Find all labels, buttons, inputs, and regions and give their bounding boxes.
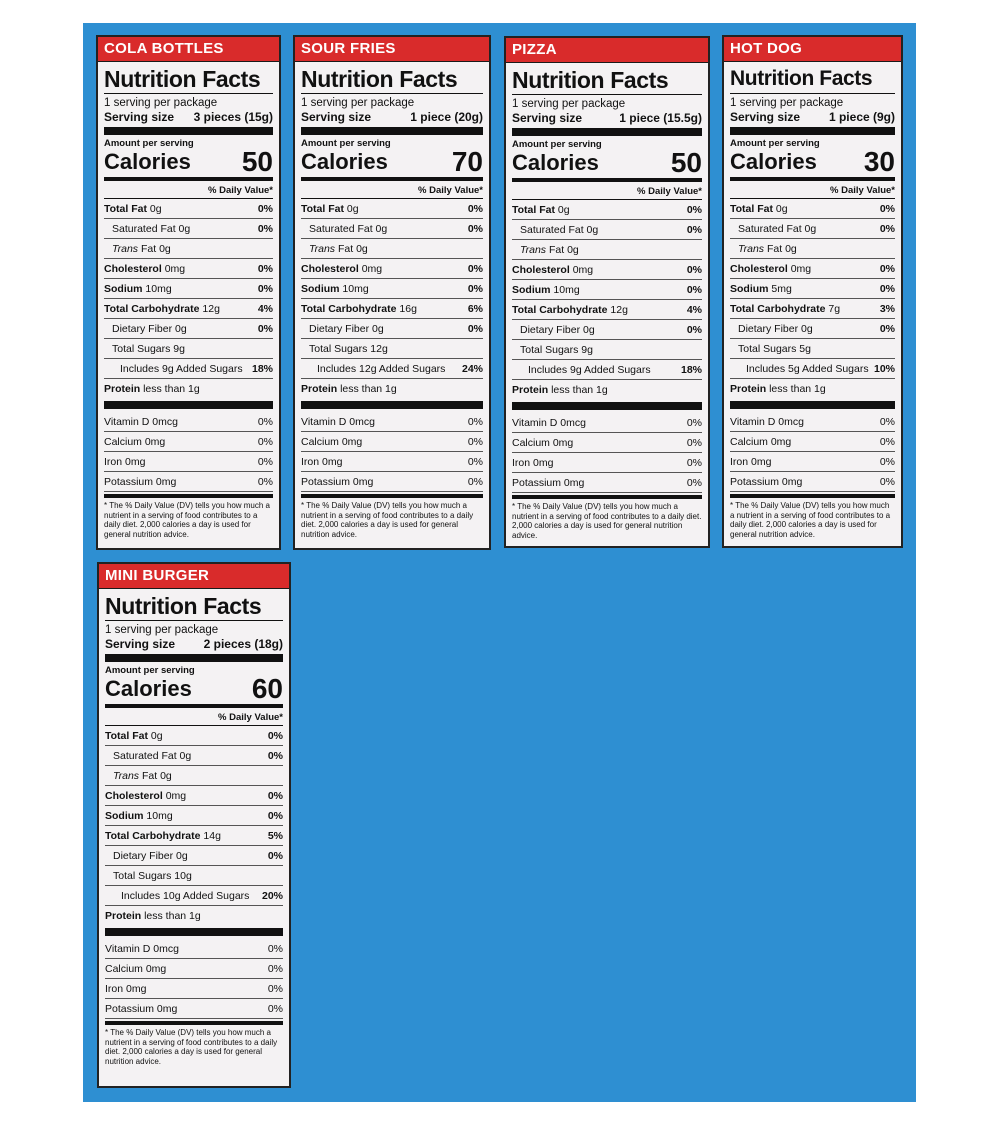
nutrient-row: Dietary Fiber 0g 0% (104, 319, 273, 339)
product-name: COLA BOTTLES (98, 37, 279, 62)
divider (512, 402, 702, 410)
nutrient-row: Total Fat 0g 0% (301, 199, 483, 219)
divider (512, 178, 702, 182)
label-title: Nutrition Facts (105, 592, 283, 621)
product-name: MINI BURGER (99, 564, 289, 589)
calories-value: 50 (670, 147, 702, 178)
nutrient-row: Dietary Fiber 0g 0% (512, 320, 702, 340)
serving-size-label: Serving size (512, 111, 583, 125)
label-title: Nutrition Facts (512, 66, 702, 95)
serving-size-value: 1 piece (15.5g) (619, 111, 702, 125)
divider (105, 654, 283, 662)
divider (105, 1021, 283, 1025)
nutrient-row: Protein less than 1g (512, 384, 608, 396)
calories-value: 70 (451, 146, 483, 177)
footnote: * The % Daily Value (DV) tells you how much a nutrient in a serving of food contributes to a daily diet. 2,000 calories a day is used for general nutrition advice. (512, 502, 702, 540)
serving-size-value: 1 piece (9g) (828, 110, 895, 124)
serving-size-row (104, 110, 273, 125)
nutrition-label-pizza (504, 36, 710, 548)
nutrition-label-cola-bottles (96, 35, 281, 550)
serving-size-row (512, 111, 702, 126)
servings-per-package: 1 serving per package (105, 624, 219, 636)
calories-label: Calories (105, 676, 192, 701)
serving-size-label: Serving size (105, 637, 176, 651)
vitamin-row: Iron 0mg 0% (301, 452, 483, 472)
servings-per-package: 1 serving per package (512, 98, 626, 110)
nutrient-row: Cholesterol 0mg 0% (104, 259, 273, 279)
vitamin-row: Vitamin D 0mcg 0% (512, 413, 702, 433)
divider (512, 495, 702, 499)
label-title: Nutrition Facts (301, 65, 483, 94)
serving-size-row (105, 637, 283, 652)
amount-per-serving: Amount per serving (104, 138, 194, 149)
nutrient-row: Total Fat 0g 0% (104, 199, 273, 219)
nutrient-row: Total Carbohydrate 7g 3% (730, 299, 895, 319)
vitamin-row: Iron 0mg 0% (512, 453, 702, 473)
nutrient-row: Sodium 10mg 0% (105, 806, 283, 826)
calories-label: Calories (104, 149, 191, 174)
calories-row (512, 147, 702, 178)
nutrient-row: Total Carbohydrate 16g 6% (301, 299, 483, 319)
product-name: HOT DOG (724, 37, 901, 62)
nutrient-row: Total Fat 0g 0% (512, 200, 702, 220)
nutrient-row: Total Carbohydrate 12g 4% (512, 300, 702, 320)
nutrition-label-mini-burger (97, 562, 291, 1088)
vitamin-row: Iron 0mg 0% (104, 452, 273, 472)
divider (301, 401, 483, 409)
nutrient-row: Cholesterol 0mg 0% (301, 259, 483, 279)
nutrient-row: Trans Fat 0g (105, 766, 283, 786)
nutrient-row: Total Sugars 9g (104, 339, 273, 359)
servings-per-package: 1 serving per package (301, 97, 415, 109)
footnote: * The % Daily Value (DV) tells you how much a nutrient in a serving of food contributes to a daily diet. 2,000 calories a day is used for general nutrition advice. (105, 1028, 278, 1066)
nutrient-row: Cholesterol 0mg 0% (512, 260, 702, 280)
amount-per-serving: Amount per serving (301, 138, 391, 149)
divider (104, 177, 273, 181)
amount-per-serving: Amount per serving (105, 665, 195, 676)
nutrient-row: Protein less than 1g (730, 383, 826, 395)
footnote: * The % Daily Value (DV) tells you how much a nutrient in a serving of food contributes to a daily diet. 2,000 calories a day is used for general nutrition advice. (301, 501, 474, 539)
nutrient-row: Total Sugars 5g (730, 339, 895, 359)
nutrient-row: Total Fat 0g 0% (730, 199, 895, 219)
nutrient-row: Includes 12g Added Sugars 24% (301, 359, 483, 379)
divider (301, 127, 483, 135)
vitamin-row: Potassium 0mg 0% (104, 472, 273, 492)
nutrient-row: Total Fat 0g 0% (105, 726, 283, 746)
serving-size-row (301, 110, 483, 125)
nutrient-row: Includes 5g Added Sugars 10% (730, 359, 895, 379)
nutrient-row: Saturated Fat 0g 0% (105, 746, 283, 766)
nutrient-row: Includes 9g Added Sugars 18% (512, 360, 702, 380)
nutrient-row: Cholesterol 0mg 0% (105, 786, 283, 806)
vitamin-row: Calcium 0mg 0% (730, 432, 895, 452)
nutrient-row: Trans Fat 0g (730, 239, 895, 259)
calories-row (730, 146, 895, 177)
vitamin-row: Vitamin D 0mcg 0% (104, 412, 273, 432)
nutrient-row: Total Carbohydrate 14g 5% (105, 826, 283, 846)
vitamin-row: Potassium 0mg 0% (105, 999, 283, 1019)
serving-size-row (730, 110, 895, 125)
servings-per-package: 1 serving per package (104, 97, 218, 109)
nutrient-row: Sodium 5mg 0% (730, 279, 895, 299)
nutrient-row: Saturated Fat 0g 0% (301, 219, 483, 239)
nutrient-row: Total Sugars 10g (105, 866, 283, 886)
nutrient-row: Dietary Fiber 0g 0% (301, 319, 483, 339)
daily-value-header: % Daily Value* (105, 710, 283, 726)
serving-size-label: Serving size (104, 110, 175, 124)
nutrient-row: Total Sugars 12g (301, 339, 483, 359)
nutrition-label-hot-dog (722, 35, 903, 548)
nutrient-row: Saturated Fat 0g 0% (104, 219, 273, 239)
vitamin-row: Iron 0mg 0% (105, 979, 283, 999)
serving-size-value: 2 pieces (18g) (203, 637, 283, 651)
footnote: * The % Daily Value (DV) tells you how much a nutrient in a serving of food contributes to a daily diet. 2,000 calories a day is used for general nutrition advice. (730, 501, 891, 539)
nutrient-row: Trans Fat 0g (301, 239, 483, 259)
product-name: SOUR FRIES (295, 37, 489, 62)
divider (104, 401, 273, 409)
calories-value: 50 (241, 146, 273, 177)
nutrient-row: Cholesterol 0mg 0% (730, 259, 895, 279)
calories-value: 60 (251, 673, 283, 704)
serving-size-label: Serving size (730, 110, 801, 124)
calories-label: Calories (301, 149, 388, 174)
nutrient-row: Sodium 10mg 0% (512, 280, 702, 300)
nutrition-label-sour-fries (293, 35, 491, 550)
label-title: Nutrition Facts (104, 65, 273, 94)
product-name: PIZZA (506, 38, 708, 63)
divider (105, 704, 283, 708)
nutrient-row: Total Sugars 9g (512, 340, 702, 360)
nutrient-row: Saturated Fat 0g 0% (730, 219, 895, 239)
nutrient-row: Sodium 10mg 0% (301, 279, 483, 299)
divider (730, 494, 895, 498)
divider (512, 128, 702, 136)
serving-size-value: 1 piece (20g) (410, 110, 483, 124)
serving-size-label: Serving size (301, 110, 372, 124)
daily-value-header: % Daily Value* (512, 184, 702, 200)
nutrient-row: Dietary Fiber 0g 0% (730, 319, 895, 339)
vitamin-row: Vitamin D 0mcg 0% (301, 412, 483, 432)
vitamin-row: Potassium 0mg 0% (730, 472, 895, 492)
divider (301, 494, 483, 498)
serving-size-value: 3 pieces (15g) (193, 110, 273, 124)
nutrient-row: Trans Fat 0g (512, 240, 702, 260)
calories-value: 30 (863, 146, 895, 177)
divider (730, 127, 895, 135)
divider (730, 401, 895, 409)
nutrient-row: Includes 10g Added Sugars 20% (105, 886, 283, 906)
nutrient-row: Protein less than 1g (105, 910, 201, 922)
nutrient-row: Protein less than 1g (104, 383, 200, 395)
calories-row (105, 673, 283, 704)
nutrient-row: Dietary Fiber 0g 0% (105, 846, 283, 866)
nutrient-row: Saturated Fat 0g 0% (512, 220, 702, 240)
vitamin-row: Calcium 0mg 0% (512, 433, 702, 453)
vitamin-row: Calcium 0mg 0% (104, 432, 273, 452)
divider (104, 494, 273, 498)
amount-per-serving: Amount per serving (512, 139, 602, 150)
vitamin-row: Iron 0mg 0% (730, 452, 895, 472)
vitamin-row: Potassium 0mg 0% (512, 473, 702, 493)
divider (301, 177, 483, 181)
vitamin-row: Vitamin D 0mcg 0% (105, 939, 283, 959)
daily-value-header: % Daily Value* (301, 183, 483, 199)
nutrient-row: Protein less than 1g (301, 383, 397, 395)
nutrient-row: Sodium 10mg 0% (104, 279, 273, 299)
calories-row (301, 146, 483, 177)
divider (105, 928, 283, 936)
amount-per-serving: Amount per serving (730, 138, 820, 149)
nutrient-row: Total Carbohydrate 12g 4% (104, 299, 273, 319)
vitamin-row: Calcium 0mg 0% (105, 959, 283, 979)
vitamin-row: Calcium 0mg 0% (301, 432, 483, 452)
nutrient-row: Trans Fat 0g (104, 239, 273, 259)
footnote: * The % Daily Value (DV) tells you how much a nutrient in a serving of food contributes to a daily diet. 2,000 calories a day is used for general nutrition advice. (104, 501, 270, 539)
calories-label: Calories (730, 149, 817, 174)
daily-value-header: % Daily Value* (104, 183, 273, 199)
nutrient-row: Includes 9g Added Sugars 18% (104, 359, 273, 379)
divider (104, 127, 273, 135)
calories-label: Calories (512, 150, 599, 175)
label-title: Nutrition Facts (730, 65, 895, 94)
calories-row (104, 146, 273, 177)
vitamin-row: Potassium 0mg 0% (301, 472, 483, 492)
daily-value-header: % Daily Value* (730, 183, 895, 199)
divider (730, 177, 895, 181)
servings-per-package: 1 serving per package (730, 97, 844, 109)
vitamin-row: Vitamin D 0mcg 0% (730, 412, 895, 432)
